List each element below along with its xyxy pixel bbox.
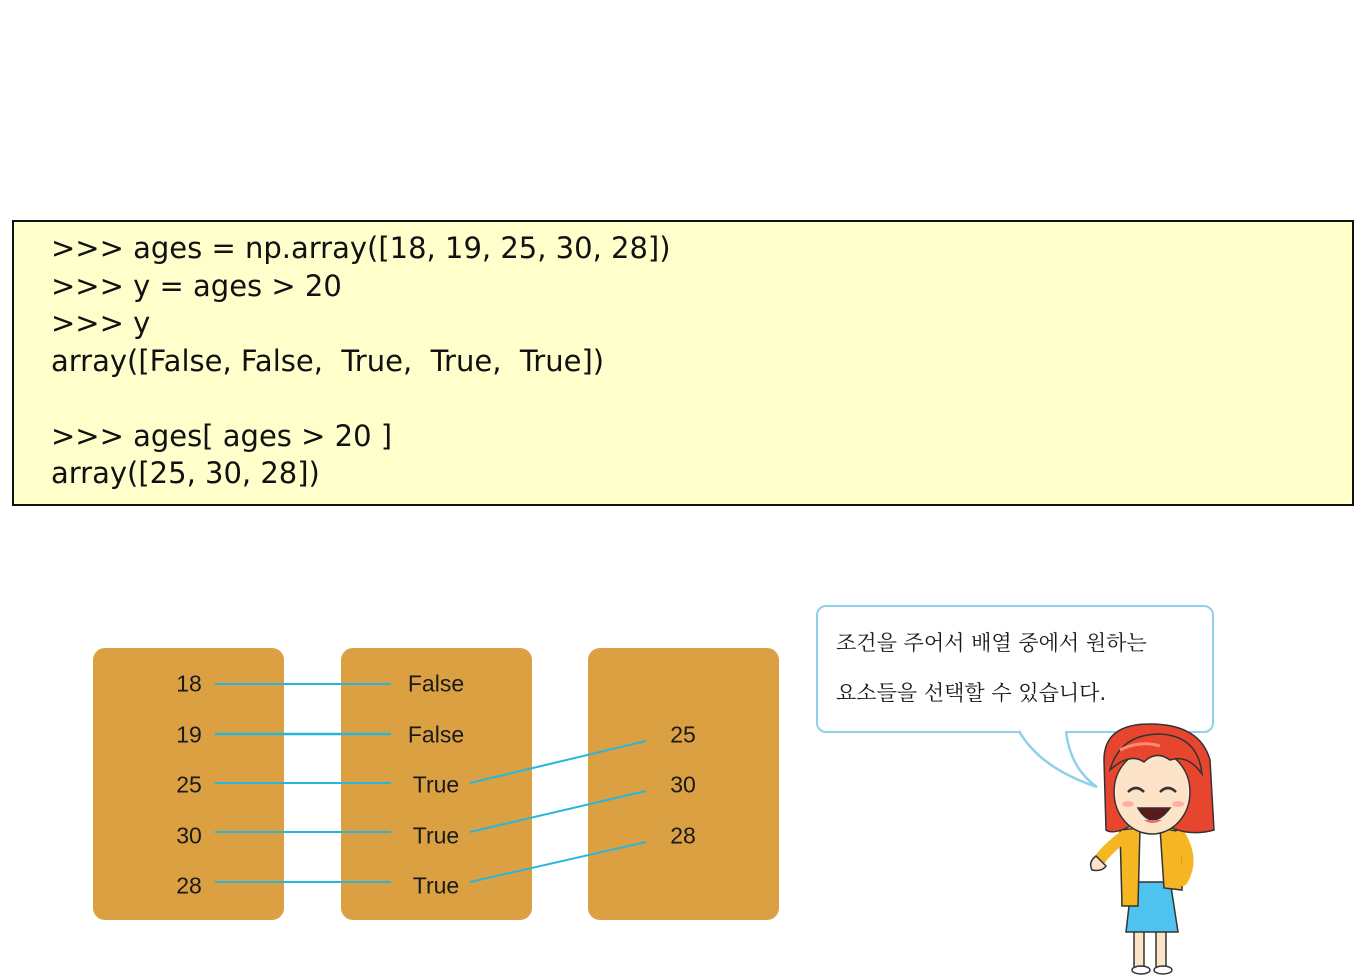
teacher-illustration <box>1010 720 1230 977</box>
age-value: 25 <box>176 771 202 798</box>
code-line-7: array([25, 30, 28]) <box>51 456 320 490</box>
mask-value: False <box>407 670 465 697</box>
age-value: 18 <box>176 670 202 697</box>
mask-value: True <box>412 771 460 798</box>
mask-value: True <box>412 822 460 849</box>
code-line-2: >>> y = ages > 20 <box>51 268 342 303</box>
result-value: 28 <box>670 822 696 849</box>
code-line-4: array([False, False, True, True, True]) <box>51 343 605 378</box>
bubble-text <box>836 618 1147 718</box>
mask-value: True <box>412 872 460 899</box>
result-value: 25 <box>670 721 696 748</box>
result-value: 30 <box>670 771 696 798</box>
age-value: 19 <box>176 721 202 748</box>
bubble-line-2: 요소들을 선택할 수 있습니다. <box>836 681 1107 705</box>
code-line-1: >>> ages = np.array([18, 19, 25, 30, 28]) <box>51 231 671 265</box>
age-value: 30 <box>176 822 202 849</box>
age-value: 28 <box>176 872 202 899</box>
bubble-line-1: 조건을 주어서 배열 중에서 원하는 <box>836 631 1147 655</box>
code-line-6: >>> ages[ ages > 20 ] <box>51 418 393 453</box>
code-line-3: >>> y <box>51 306 151 340</box>
mask-value: False <box>407 721 465 748</box>
